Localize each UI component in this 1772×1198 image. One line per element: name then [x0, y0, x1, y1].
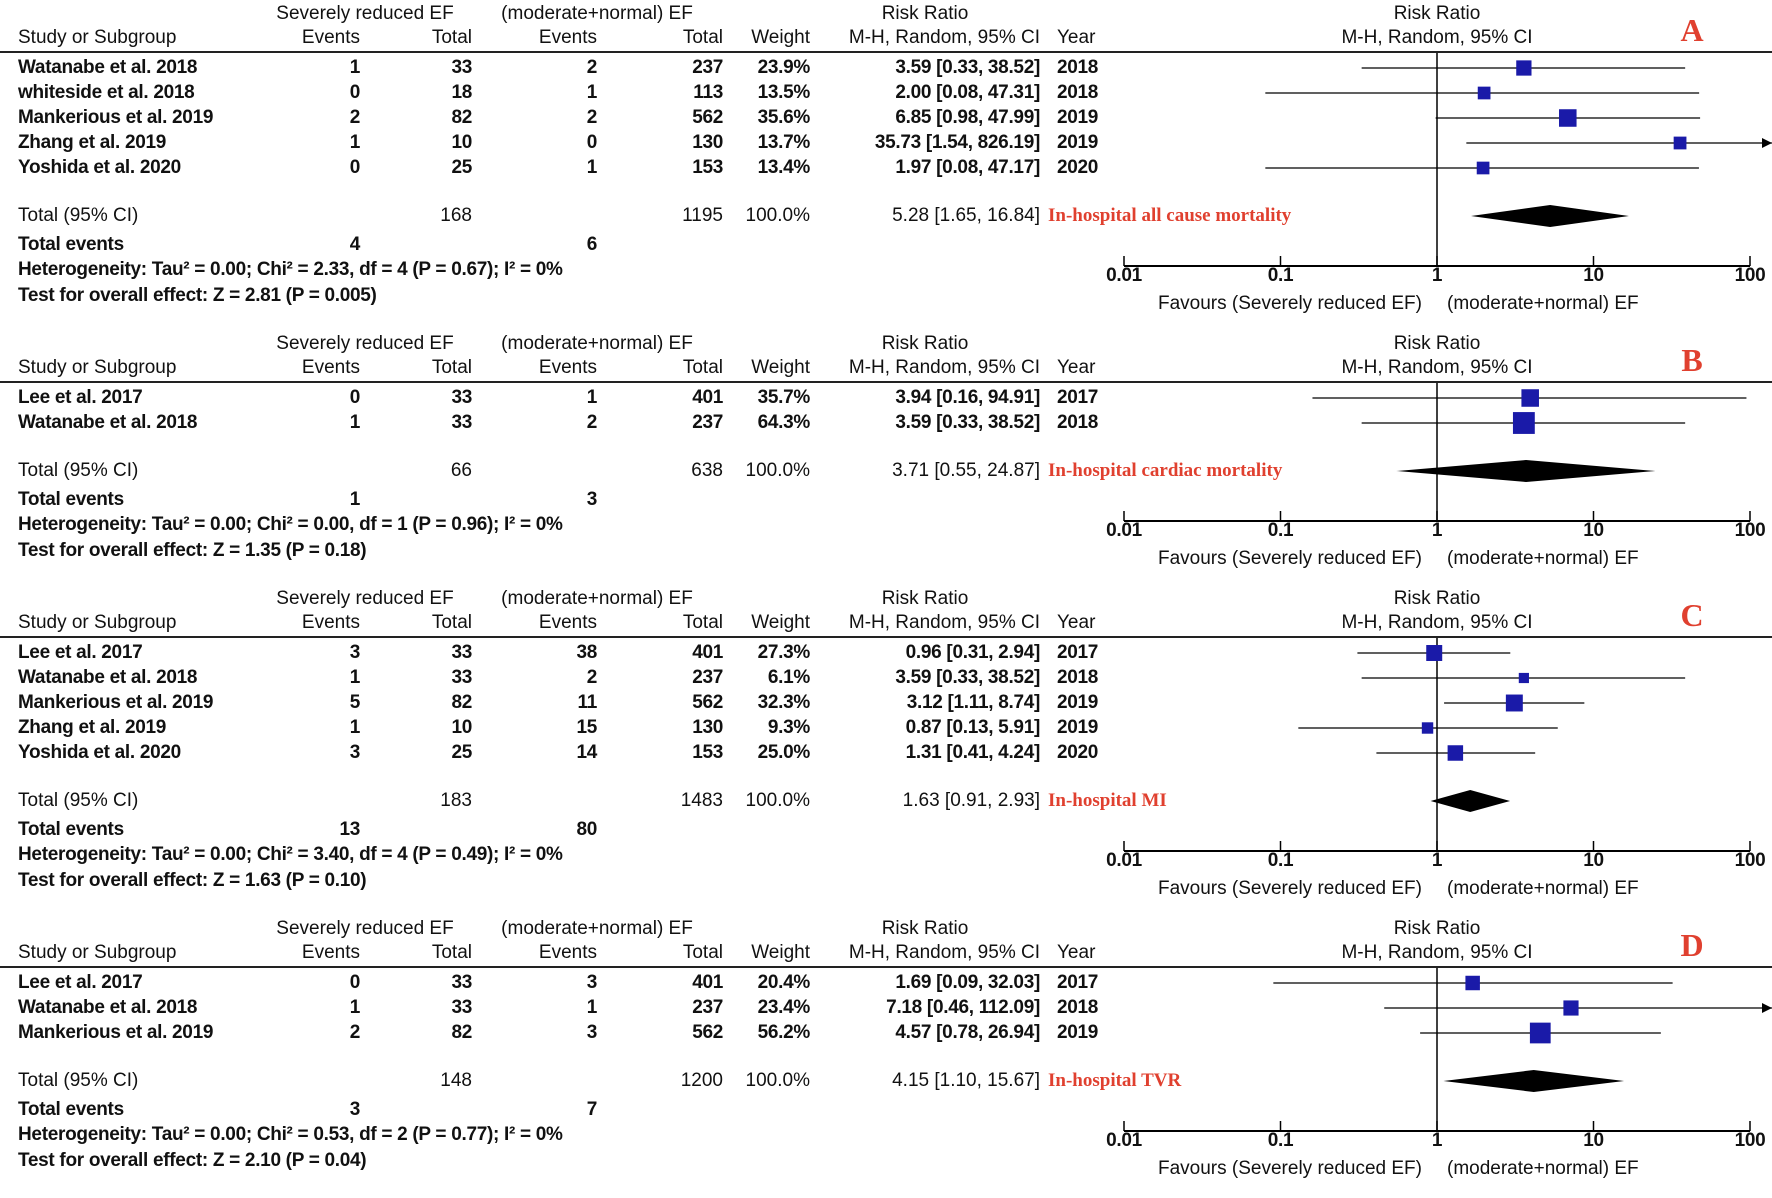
x-tick-label: 10 — [1583, 520, 1604, 541]
weight-value: 56.2% — [757, 1022, 810, 1043]
events1-value: 3 — [349, 642, 360, 663]
study-box — [1563, 1000, 1578, 1015]
study-name: Watanabe et al. 2018 — [18, 57, 198, 78]
x-tick-label: 1 — [1431, 1130, 1443, 1151]
plot-subtitle: M-H, Random, 95% CI — [1341, 612, 1533, 633]
year-value: 2019 — [1057, 1022, 1099, 1043]
total-events1: 3 — [349, 1099, 360, 1120]
ci-arrow — [1762, 1003, 1772, 1013]
events2-column-header: Events — [538, 27, 597, 48]
risk-ratio-header: Risk Ratio — [881, 333, 969, 354]
x-tick-label: 1 — [1431, 850, 1443, 871]
study-box — [1426, 645, 1442, 661]
total2-column-header: Total — [682, 27, 723, 48]
ci-arrow — [1762, 138, 1772, 148]
study-box — [1448, 745, 1464, 761]
x-tick-label: 100 — [1734, 265, 1766, 286]
overall-effect-text: Test for overall effect: Z = 1.63 (P = 0.10) — [18, 870, 367, 891]
total2-value: 237 — [692, 667, 723, 688]
events2-value: 2 — [586, 57, 597, 78]
study-box — [1674, 137, 1687, 150]
outcome-label: In-hospital all cause mortality — [1048, 205, 1292, 226]
total-ci: 3.71 [0.55, 24.87] — [892, 460, 1040, 481]
forest-panel-c — [0, 585, 1772, 915]
total1-column-header: Total — [431, 27, 472, 48]
total-row-label: Total (95% CI) — [18, 1070, 139, 1091]
ci-value: 3.59 [0.33, 38.52] — [895, 57, 1040, 78]
weight-value: 27.3% — [757, 642, 810, 663]
total-events1: 4 — [349, 234, 360, 255]
ci-column-header: M-H, Random, 95% CI — [848, 942, 1040, 963]
risk-ratio-header: Risk Ratio — [881, 588, 969, 609]
weight-value: 6.1% — [767, 667, 810, 688]
total1-value: 33 — [451, 642, 472, 663]
total1-value: 82 — [451, 692, 472, 713]
plot-title: Risk Ratio — [1393, 588, 1481, 609]
total1-value: 82 — [451, 1022, 472, 1043]
events2-value: 3 — [586, 972, 597, 993]
year-value: 2019 — [1057, 692, 1099, 713]
plot-title: Risk Ratio — [1393, 918, 1481, 939]
total-ci: 5.28 [1.65, 16.84] — [892, 205, 1040, 226]
events2-value: 1 — [586, 997, 597, 1018]
weight-column-header: Weight — [751, 612, 810, 633]
total1-value: 25 — [451, 157, 472, 178]
total2-value: 113 — [693, 82, 723, 103]
ci-column-header: M-H, Random, 95% CI — [848, 612, 1040, 633]
events2-value: 1 — [586, 387, 597, 408]
weight-value: 13.5% — [757, 82, 810, 103]
favours-left-label: Favours (Severely reduced EF) — [1158, 548, 1422, 569]
study-box — [1465, 976, 1479, 990]
events1-value: 0 — [349, 972, 360, 993]
total1-column-header: Total — [431, 612, 472, 633]
x-tick-label: 0.01 — [1106, 265, 1142, 286]
plot-subtitle: M-H, Random, 95% CI — [1341, 942, 1533, 963]
events1-column-header: Events — [301, 942, 360, 963]
total1-value: 82 — [451, 107, 472, 128]
ci-value: 2.00 [0.08, 47.31] — [895, 82, 1040, 103]
total1-value: 18 — [451, 82, 472, 103]
study-box — [1506, 695, 1523, 712]
year-value: 2020 — [1057, 742, 1099, 763]
events2-column-header: Events — [538, 942, 597, 963]
study-name: Lee et al. 2017 — [18, 972, 143, 993]
total2-value: 401 — [692, 972, 723, 993]
study-box — [1477, 162, 1490, 175]
group1-header: Severely reduced EF — [276, 3, 454, 24]
group1-header: Severely reduced EF — [276, 333, 454, 354]
group2-header: (moderate+normal) EF — [501, 333, 693, 354]
study-name: Lee et al. 2017 — [18, 387, 143, 408]
study-box — [1519, 673, 1529, 683]
ci-value: 3.12 [1.11, 8.74] — [906, 692, 1040, 713]
heterogeneity-text: Heterogeneity: Tau² = 0.00; Chi² = 2.33, df = 4 (P = 0.67); I² = 0% — [18, 259, 563, 280]
study-box — [1422, 722, 1433, 733]
weight-value: 20.4% — [757, 972, 810, 993]
total-events2: 80 — [576, 819, 597, 840]
total2-value: 153 — [692, 742, 723, 763]
x-tick-label: 0.1 — [1267, 520, 1294, 541]
group2-header: (moderate+normal) EF — [501, 3, 693, 24]
year-value: 2018 — [1057, 667, 1099, 688]
total-events2: 7 — [586, 1099, 597, 1120]
events2-value: 1 — [586, 157, 597, 178]
total-row-label: Total (95% CI) — [18, 205, 139, 226]
study-box — [1478, 87, 1491, 100]
outcome-label: In-hospital MI — [1048, 790, 1167, 811]
study-name: Watanabe et al. 2018 — [18, 997, 198, 1018]
events2-value: 38 — [576, 642, 597, 663]
total1-value: 33 — [451, 972, 472, 993]
total1-value: 25 — [451, 742, 472, 763]
total-events-label: Total events — [18, 489, 124, 510]
ci-value: 3.94 [0.16, 94.91] — [895, 387, 1040, 408]
events1-value: 0 — [349, 157, 360, 178]
favours-right-label: (moderate+normal) EF — [1447, 293, 1639, 314]
group2-header: (moderate+normal) EF — [501, 918, 693, 939]
weight-value: 23.4% — [757, 997, 810, 1018]
year-value: 2018 — [1057, 997, 1099, 1018]
total1-column-header: Total — [431, 357, 472, 378]
total2-value: 401 — [692, 387, 723, 408]
total2-value: 401 — [692, 642, 723, 663]
risk-ratio-header: Risk Ratio — [881, 918, 969, 939]
ci-value: 6.85 [0.98, 47.99] — [895, 107, 1040, 128]
events1-column-header: Events — [301, 612, 360, 633]
favours-left-label: Favours (Severely reduced EF) — [1158, 293, 1422, 314]
forest-plot — [0, 330, 1772, 585]
year-column-header: Year — [1057, 612, 1096, 633]
total-events2: 3 — [586, 489, 597, 510]
total2-value: 237 — [692, 997, 723, 1018]
study-box — [1521, 389, 1539, 407]
year-value: 2018 — [1057, 57, 1099, 78]
plot-title: Risk Ratio — [1393, 3, 1481, 24]
events2-value: 2 — [586, 412, 597, 433]
study-column-header: Study or Subgroup — [18, 357, 177, 378]
study-box — [1559, 109, 1577, 127]
panel-letter: C — [1680, 597, 1704, 633]
total1-value: 10 — [451, 132, 472, 153]
weight-value: 25.0% — [757, 742, 810, 763]
total1-value: 33 — [451, 997, 472, 1018]
x-tick-label: 0.01 — [1106, 1130, 1142, 1151]
events1-value: 0 — [349, 387, 360, 408]
events2-value: 0 — [586, 132, 597, 153]
events1-value: 0 — [349, 82, 360, 103]
ci-column-header: M-H, Random, 95% CI — [848, 27, 1040, 48]
total2-column-header: Total — [682, 357, 723, 378]
events1-value: 2 — [349, 107, 360, 128]
events2-column-header: Events — [538, 357, 597, 378]
x-tick-label: 0.01 — [1106, 520, 1142, 541]
total1-sum: 148 — [440, 1070, 472, 1091]
ci-value: 1.97 [0.08, 47.17] — [895, 157, 1040, 178]
events1-value: 1 — [349, 997, 360, 1018]
total-weight: 100.0% — [745, 205, 810, 226]
total1-sum: 183 — [440, 790, 472, 811]
x-tick-label: 0.1 — [1267, 1130, 1294, 1151]
total-events-label: Total events — [18, 819, 124, 840]
x-tick-label: 100 — [1734, 850, 1766, 871]
total-ci: 4.15 [1.10, 15.67] — [892, 1070, 1040, 1091]
ci-value: 3.59 [0.33, 38.52] — [895, 667, 1040, 688]
events2-value: 2 — [586, 107, 597, 128]
x-tick-label: 1 — [1431, 265, 1443, 286]
study-name: whiteside et al. 2018 — [18, 82, 195, 103]
total-weight: 100.0% — [745, 1070, 810, 1091]
forest-plot — [0, 915, 1772, 1195]
weight-value: 35.7% — [757, 387, 810, 408]
weight-column-header: Weight — [751, 357, 810, 378]
total1-value: 10 — [451, 717, 472, 738]
overall-effect-text: Test for overall effect: Z = 1.35 (P = 0.18) — [18, 540, 367, 561]
ci-value: 35.73 [1.54, 826.19] — [874, 132, 1040, 153]
total2-value: 562 — [692, 107, 723, 128]
pooled-diamond — [1431, 790, 1510, 812]
weight-value: 23.9% — [757, 57, 810, 78]
x-tick-label: 10 — [1583, 265, 1604, 286]
outcome-label: In-hospital cardiac mortality — [1048, 460, 1283, 481]
total2-value: 562 — [692, 692, 723, 713]
total-weight: 100.0% — [745, 460, 810, 481]
total-row-label: Total (95% CI) — [18, 460, 139, 481]
study-box — [1516, 60, 1531, 75]
study-name: Yoshida et al. 2020 — [18, 157, 181, 178]
heterogeneity-text: Heterogeneity: Tau² = 0.00; Chi² = 0.53, df = 2 (P = 0.77); I² = 0% — [18, 1124, 563, 1145]
total2-value: 153 — [692, 157, 723, 178]
overall-effect-text: Test for overall effect: Z = 2.81 (P = 0.005) — [18, 285, 377, 306]
year-column-header: Year — [1057, 357, 1096, 378]
year-value: 2019 — [1057, 107, 1099, 128]
group2-header: (moderate+normal) EF — [501, 588, 693, 609]
study-name: Zhang et al. 2019 — [18, 132, 167, 153]
year-value: 2019 — [1057, 717, 1099, 738]
events1-value: 1 — [349, 412, 360, 433]
x-tick-label: 0.1 — [1267, 850, 1294, 871]
outcome-label: In-hospital TVR — [1048, 1070, 1182, 1091]
group1-header: Severely reduced EF — [276, 588, 454, 609]
events2-value: 14 — [576, 742, 597, 763]
events1-value: 2 — [349, 1022, 360, 1043]
heterogeneity-text: Heterogeneity: Tau² = 0.00; Chi² = 3.40, df = 4 (P = 0.49); I² = 0% — [18, 844, 563, 865]
ci-value: 1.69 [0.09, 32.03] — [895, 972, 1040, 993]
x-tick-label: 1 — [1431, 520, 1443, 541]
study-name: Mankerious et al. 2019 — [18, 692, 214, 713]
total2-sum: 638 — [691, 460, 723, 481]
total-events-label: Total events — [18, 234, 124, 255]
events2-value: 11 — [577, 692, 597, 713]
year-value: 2018 — [1057, 412, 1099, 433]
total-events-label: Total events — [18, 1099, 124, 1120]
plot-title: Risk Ratio — [1393, 333, 1481, 354]
favours-right-label: (moderate+normal) EF — [1447, 1158, 1639, 1179]
pooled-diamond — [1471, 205, 1629, 227]
events2-column-header: Events — [538, 612, 597, 633]
overall-effect-text: Test for overall effect: Z = 2.10 (P = 0.04) — [18, 1150, 367, 1171]
total2-column-header: Total — [682, 942, 723, 963]
events1-value: 5 — [349, 692, 360, 713]
study-name: Mankerious et al. 2019 — [18, 107, 214, 128]
total2-value: 130 — [692, 717, 723, 738]
total-row-label: Total (95% CI) — [18, 790, 139, 811]
study-box — [1513, 412, 1535, 434]
total1-column-header: Total — [431, 942, 472, 963]
ci-column-header: M-H, Random, 95% CI — [848, 357, 1040, 378]
study-name: Yoshida et al. 2020 — [18, 742, 181, 763]
favours-right-label: (moderate+normal) EF — [1447, 878, 1639, 899]
weight-value: 32.3% — [757, 692, 810, 713]
events2-value: 15 — [576, 717, 597, 738]
total2-value: 130 — [692, 132, 723, 153]
risk-ratio-header: Risk Ratio — [881, 3, 969, 24]
study-name: Mankerious et al. 2019 — [18, 1022, 214, 1043]
events1-column-header: Events — [301, 27, 360, 48]
favours-left-label: Favours (Severely reduced EF) — [1158, 1158, 1422, 1179]
study-column-header: Study or Subgroup — [18, 942, 177, 963]
ci-value: 4.57 [0.78, 26.94] — [895, 1022, 1040, 1043]
year-value: 2018 — [1057, 82, 1099, 103]
weight-value: 9.3% — [767, 717, 810, 738]
study-column-header: Study or Subgroup — [18, 612, 177, 633]
total1-sum: 66 — [450, 460, 472, 481]
total-events1: 13 — [339, 819, 360, 840]
total2-sum: 1483 — [680, 790, 723, 811]
forest-panel-b — [0, 330, 1772, 585]
total2-column-header: Total — [682, 612, 723, 633]
year-value: 2019 — [1057, 132, 1099, 153]
x-tick-label: 100 — [1734, 520, 1766, 541]
forest-panel-a — [0, 0, 1772, 330]
events1-value: 3 — [349, 742, 360, 763]
ci-value: 0.87 [0.13, 5.91] — [905, 717, 1040, 738]
total-ci: 1.63 [0.91, 2.93] — [902, 790, 1040, 811]
events1-value: 1 — [349, 57, 360, 78]
ci-value: 7.18 [0.46, 112.09] — [886, 997, 1040, 1018]
total1-value: 33 — [451, 667, 472, 688]
x-tick-label: 10 — [1583, 850, 1604, 871]
total2-sum: 1200 — [680, 1070, 723, 1091]
study-name: Watanabe et al. 2018 — [18, 412, 198, 433]
group1-header: Severely reduced EF — [276, 918, 454, 939]
weight-column-header: Weight — [751, 942, 810, 963]
year-value: 2020 — [1057, 157, 1099, 178]
ci-value: 1.31 [0.41, 4.24] — [905, 742, 1040, 763]
plot-subtitle: M-H, Random, 95% CI — [1341, 27, 1533, 48]
x-tick-label: 0.1 — [1267, 265, 1294, 286]
events1-value: 1 — [349, 717, 360, 738]
total1-value: 33 — [451, 387, 472, 408]
plot-subtitle: M-H, Random, 95% CI — [1341, 357, 1533, 378]
events1-value: 1 — [349, 667, 360, 688]
year-value: 2017 — [1057, 642, 1099, 663]
year-value: 2017 — [1057, 387, 1099, 408]
panel-letter: A — [1680, 12, 1704, 48]
favours-right-label: (moderate+normal) EF — [1447, 548, 1639, 569]
ci-value: 0.96 [0.31, 2.94] — [905, 642, 1040, 663]
total2-value: 237 — [692, 412, 723, 433]
heterogeneity-text: Heterogeneity: Tau² = 0.00; Chi² = 0.00, df = 1 (P = 0.96); I² = 0% — [18, 514, 563, 535]
weight-value: 35.6% — [757, 107, 810, 128]
total2-value: 562 — [692, 1022, 723, 1043]
events1-value: 1 — [349, 132, 360, 153]
panel-letter: B — [1681, 342, 1703, 378]
events2-value: 3 — [586, 1022, 597, 1043]
events1-column-header: Events — [301, 357, 360, 378]
panel-letter: D — [1680, 927, 1704, 963]
study-name: Watanabe et al. 2018 — [18, 667, 198, 688]
weight-column-header: Weight — [751, 27, 810, 48]
pooled-diamond — [1396, 460, 1655, 482]
pooled-diamond — [1443, 1070, 1624, 1092]
total1-value: 33 — [451, 57, 472, 78]
total1-sum: 168 — [440, 205, 472, 226]
total2-sum: 1195 — [682, 205, 723, 226]
weight-value: 13.7% — [757, 132, 810, 153]
favours-left-label: Favours (Severely reduced EF) — [1158, 878, 1422, 899]
forest-panel-d — [0, 915, 1772, 1195]
weight-value: 64.3% — [757, 412, 810, 433]
x-tick-label: 100 — [1734, 1130, 1766, 1151]
study-name: Zhang et al. 2019 — [18, 717, 167, 738]
events2-value: 2 — [586, 667, 597, 688]
x-tick-label: 10 — [1583, 1130, 1604, 1151]
total-events1: 1 — [349, 489, 360, 510]
total1-value: 33 — [451, 412, 472, 433]
ci-value: 3.59 [0.33, 38.52] — [895, 412, 1040, 433]
study-column-header: Study or Subgroup — [18, 27, 177, 48]
total-events2: 6 — [586, 234, 597, 255]
total2-value: 237 — [692, 57, 723, 78]
year-column-header: Year — [1057, 942, 1096, 963]
year-column-header: Year — [1057, 27, 1096, 48]
year-value: 2017 — [1057, 972, 1099, 993]
x-tick-label: 0.01 — [1106, 850, 1142, 871]
study-box — [1530, 1023, 1551, 1044]
study-name: Lee et al. 2017 — [18, 642, 143, 663]
weight-value: 13.4% — [757, 157, 810, 178]
events2-value: 1 — [586, 82, 597, 103]
total-weight: 100.0% — [745, 790, 810, 811]
